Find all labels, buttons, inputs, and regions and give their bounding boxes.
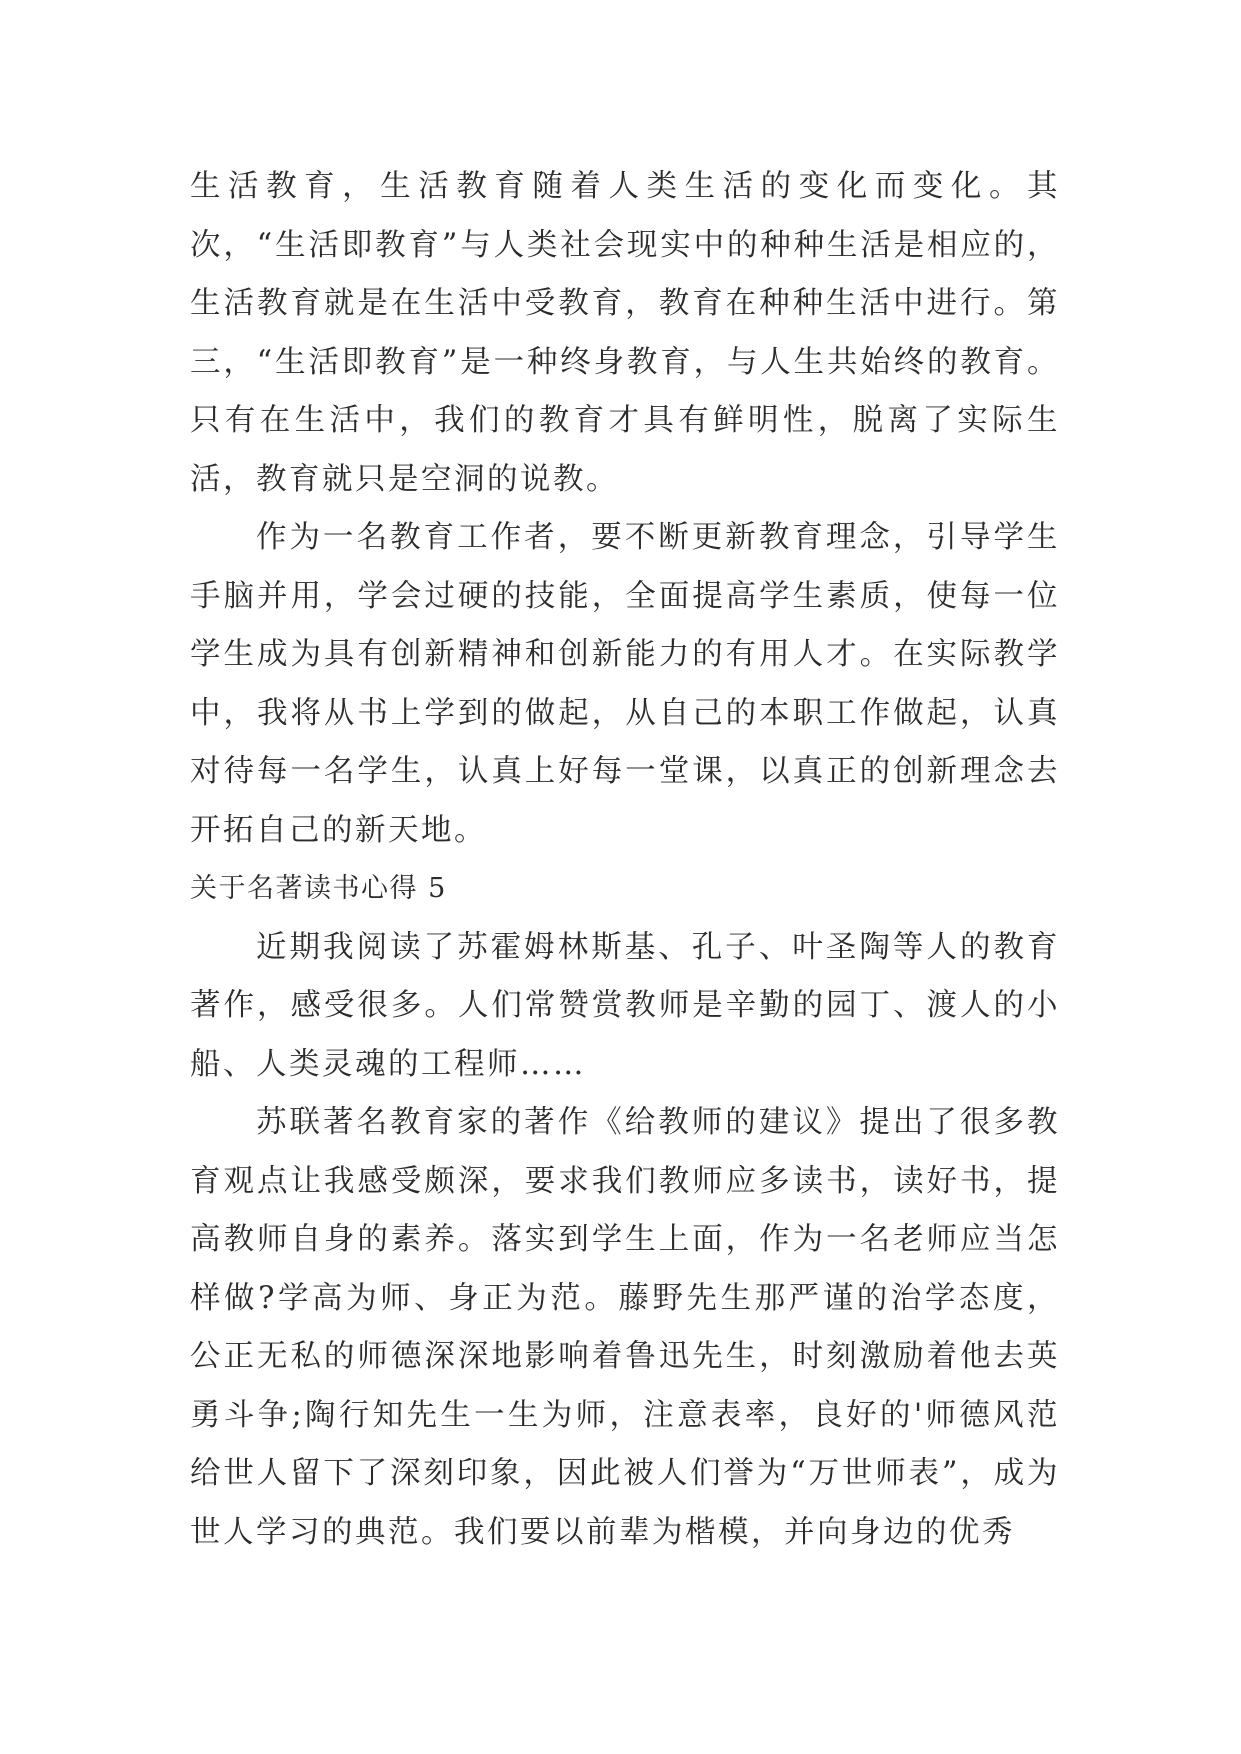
- paragraph-teacher-advice: 苏联著名教育家的著作《给教师的建议》提出了很多教育观点让我感受颇深，要求我们教师应多读书，读好书，提高教师自身的素养。落实到学生上面，作为一名老师应当怎样做?学高为师、身正为范。藤野先生那严谨的治学态度，公正无私的师德深深地影响着鲁迅先生，时刻激励着他去英勇斗争;陶行知先生一生为师，注意表率，良好的'师德风范给世人留下了深刻印象，因此被人们誉为“万世师表”，成为世人学习的典范。我们要以前辈为楷模，并向身边的优秀: [190, 1105, 1060, 1550]
- section-heading: 关于名著读书心得 5: [190, 873, 447, 904]
- document-body: [190, 158, 1060, 1562]
- paragraph-living-education: 生活教育，生活教育随着人类生活的变化而变化。其次，“生活即教育”与人类社会现实中的种种生活是相应的，生活教育就是在生活中受教育，教育在种种生活中进行。第三，“生活即教育”是一种终身教育，与人生共始终的教育。只有在生活中，我们的教育才具有鲜明性，脱离了实际生活，教育就只是空洞的说教。: [190, 169, 1060, 497]
- paragraph-educator-role: 作为一名教育工作者，要不断更新教育理念，引导学生手脑并用，学会过硬的技能，全面提高学生素质，使每一位学生成为具有创新精神和创新能力的有用人才。在实际教学中，我将从书上学到的做起，从自己的本职工作做起，认真对待每一名学生，认真上好每一堂课，以真正的创新理念去开拓自己的新天地。: [190, 520, 1060, 848]
- paragraph-reading-classics: 近期我阅读了苏霍姆林斯基、孔子、叶圣陶等人的教育著作，感受很多。人们常赞赏教师是辛勤的园丁、渡人的小船、人类灵魂的工程师……: [190, 929, 1060, 1082]
